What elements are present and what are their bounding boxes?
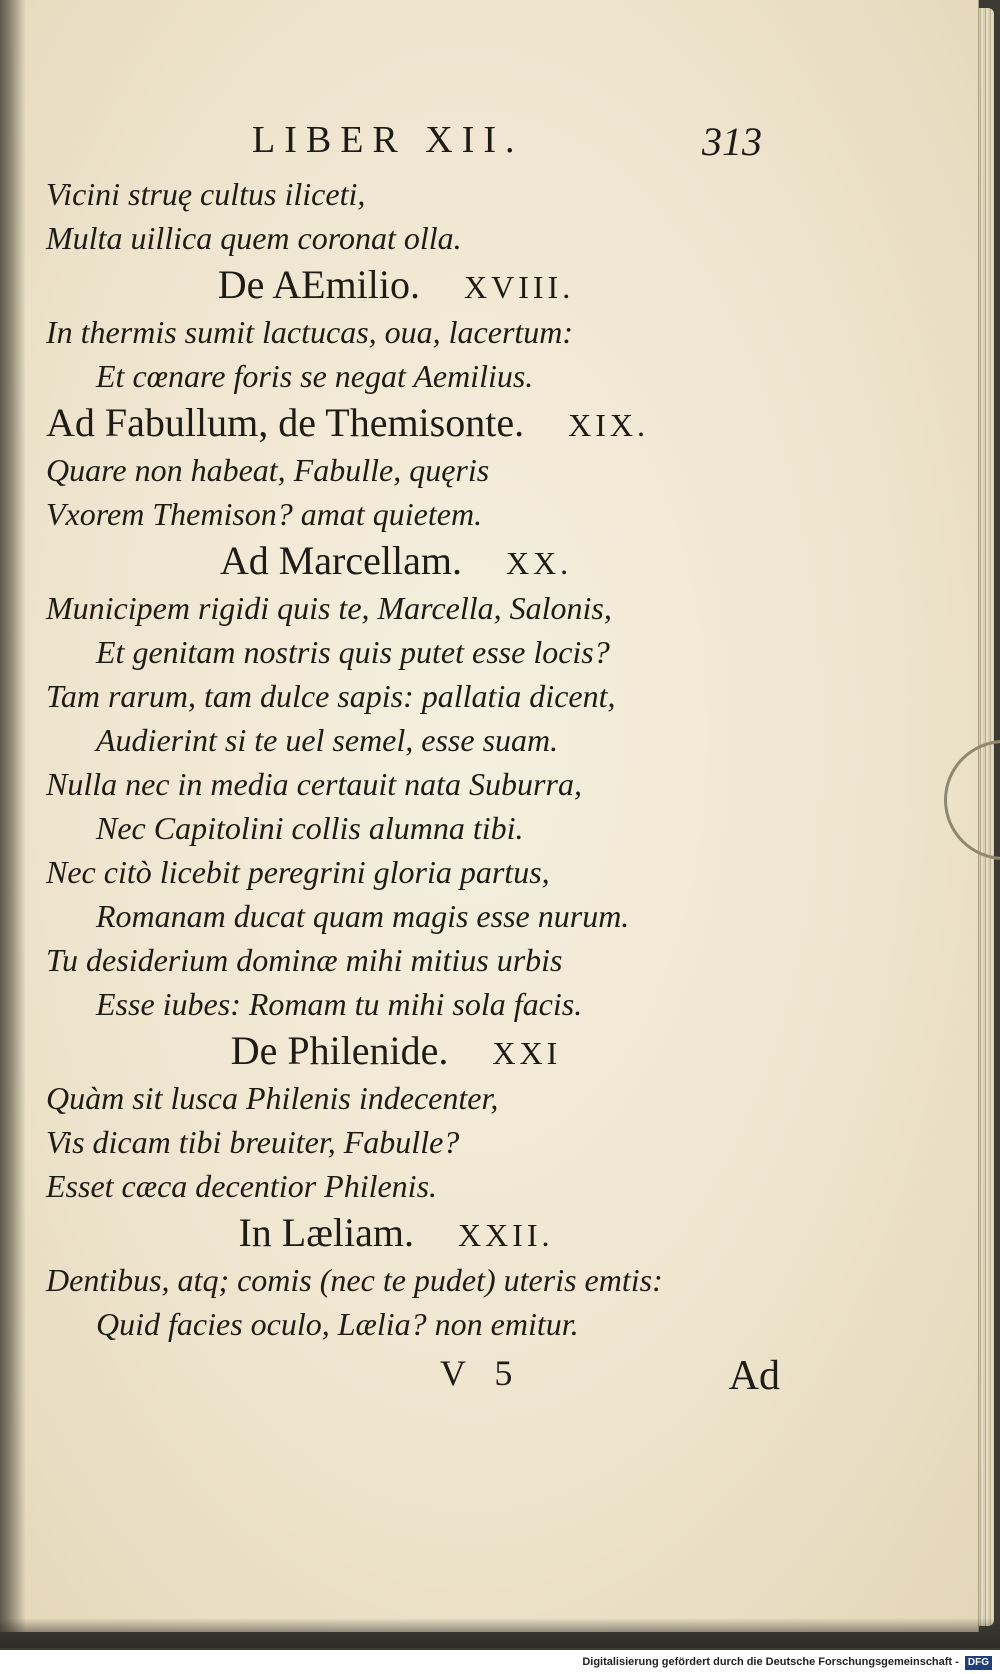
verse-line: Dentibus, atq; comis (nec te pudet) uteris emtis: (46, 1262, 663, 1298)
verse-line: In thermis sumit lactucas, oua, lacertum: (46, 314, 574, 350)
verse-line: Nec citò licebit peregrini gloria partus, (46, 854, 550, 890)
verse-line: Municipem rigidi quis te, Marcella, Salonis, (46, 590, 612, 626)
verse-line: Quare non habeat, Fabulle, quęris (46, 452, 490, 488)
signature-mark: V 5 (440, 1353, 523, 1393)
verse-line: Esse iubes: Romam tu mihi sola facis. (96, 986, 583, 1022)
epigram-title (46, 1208, 746, 1258)
verse-line: Multa uillica quem coronat olla. (46, 220, 462, 256)
verse-line: Nec Capitolini collis alumna tibi. (96, 810, 524, 846)
verse-line: Tu desiderium dominæ mihi mitius urbis (46, 942, 563, 978)
epigram-number: XXII. (458, 1217, 554, 1253)
epigram-title-text: Ad Marcellam. (219, 538, 462, 583)
digitization-credit (0, 1650, 1000, 1674)
verse-line: Et genitam nostris quis putet esse locis? (96, 634, 610, 670)
verse-line: Vicini struę cultus iliceti, (46, 176, 366, 212)
page-header (252, 118, 762, 168)
epigram-number: XVIII. (464, 269, 575, 305)
bottom-shadow (0, 1618, 1000, 1648)
epigram-title (46, 260, 746, 310)
dfg-logo: DFG (965, 1656, 992, 1670)
verse-line: Vxorem Themison? amat quietem. (46, 496, 483, 532)
epigram-title-text: De AEmilio. (217, 262, 421, 307)
folio-number: 313 (702, 119, 762, 164)
catchword: Ad (728, 1353, 780, 1399)
running-head: LIBER XII. (252, 119, 524, 161)
epigram-title-text: In Læliam. (238, 1210, 414, 1255)
epigram-title-text: De Philenide. (230, 1028, 449, 1073)
verse-line: Et cœnare foris se negat Aemilius. (96, 358, 534, 394)
verse-line: Romanam ducat quam magis esse nurum. (96, 898, 630, 934)
epigram-title (46, 1026, 746, 1076)
credit-text: Digitalisierung gefördert durch die Deutsche Forschungsgemeinschaft - (582, 1656, 959, 1668)
verse-line: Esset cæca decentior Philenis. (46, 1168, 438, 1204)
verse-line: Quid facies oculo, Lælia? non emitur. (96, 1306, 579, 1342)
page-footer (440, 1352, 780, 1404)
verse-line: Nulla nec in media certauit nata Suburra, (46, 766, 582, 802)
epigram-number: XXI (492, 1035, 562, 1071)
epigram-title (46, 536, 746, 586)
text-block (46, 172, 746, 1346)
verse-line: Tam rarum, tam dulce sapis: pallatia dicent, (46, 678, 616, 714)
epigram-title (46, 398, 746, 448)
verse-line: Audierint si te uel semel, esse suam. (96, 722, 559, 758)
verse-line: Vis dicam tibi breuiter, Fabulle? (46, 1124, 460, 1160)
epigram-number: XIX. (568, 407, 649, 443)
binding-gutter (0, 0, 26, 1632)
epigram-number: XX. (505, 545, 573, 581)
verse-line: Quàm sit lusca Philenis indecenter, (46, 1080, 499, 1116)
epigram-title-text: Ad Fabullum, de Themisonte. (46, 400, 525, 445)
